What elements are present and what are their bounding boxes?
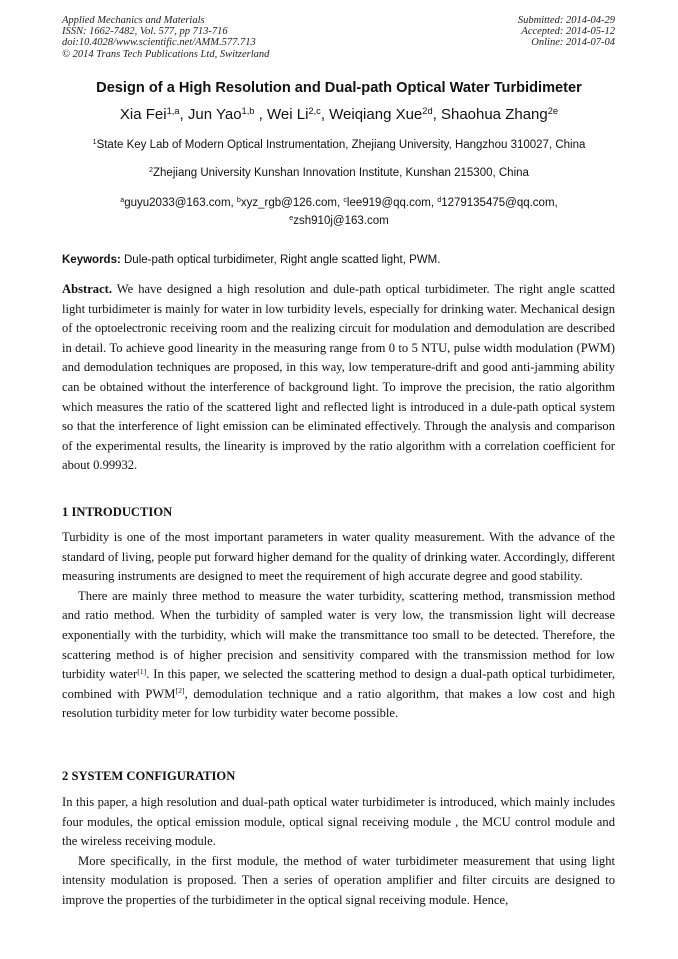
system-paragraph-2: More specifically, in the first module, the method of water turbidimeter measurement that using light intensity modulation is proposed. Then a series of operation amplifier and filter circuits are designed to improve the properties of the turbidimeter in the optical signal receiving module. Hence, xyxy=(62,853,615,907)
author-list: Xia Fei$^{1,a}$, Jun Yao$^{1,b}$ , Wei Li$^{2,c}$, Weiqiang Xue$^{2d}$, Shaohua Zhang$^{2e}$ xyxy=(119,105,559,123)
author-name: Wei Li xyxy=(267,106,309,123)
intro-text: There are mainly three method to measure the water turbidity, scattering method, transmission method and ratio method. When the turbidity of sampled water is very low, the transmission light will decrease exponentially with the turbidity, which will make the transmittance too small to be detected. Therefore, the scattering method is of higher precision and sensitivity compared with the transmission method for low turbidity water xyxy=(62,588,615,682)
email-sup: c xyxy=(343,196,347,205)
issn-line: ISSN: 1662-7482, Vol. 577, pp 713-716 xyxy=(62,26,228,38)
keywords-label: Keywords: xyxy=(62,254,121,266)
author-sup: 1,b xyxy=(241,105,255,116)
email-sup: b xyxy=(236,196,241,205)
citation-ref[interactable]: [2] xyxy=(175,686,185,696)
author-sup: 2d xyxy=(422,105,433,116)
author-sup: 1,a xyxy=(166,105,180,116)
affiliation-sup: 2 xyxy=(149,166,154,175)
email-link[interactable]: lee919@qq.com xyxy=(346,197,431,209)
author-name: Xia Fei xyxy=(119,106,167,123)
system-configuration-body xyxy=(62,793,615,911)
copyright-line: © 2014 Trans Tech Publications Ltd, Switzerland xyxy=(62,48,270,60)
abstract-block xyxy=(62,280,615,476)
author-sup: 2,c xyxy=(308,105,321,116)
email-sup: e xyxy=(289,214,294,223)
abstract-label: Abstract. xyxy=(62,282,113,296)
affiliation-2 xyxy=(20,167,658,179)
email-link[interactable]: guyu2033@163.com xyxy=(124,197,231,209)
paper-title: Design of a High Resolution and Dual-path Optical Water Turbidimeter xyxy=(96,80,582,96)
submitted-date: Submitted: 2014-04-29 xyxy=(517,15,615,26)
introduction-body xyxy=(62,528,615,724)
email-line-2 xyxy=(20,215,658,227)
email-link[interactable]: zsh910j@163.com xyxy=(293,215,389,227)
affiliation-1 xyxy=(20,139,658,151)
email-sup: d xyxy=(437,196,442,205)
affiliation-text: State Key Lab of Modern Optical Instrumentation, Zhejiang University, Hangzhou 310027, China xyxy=(96,139,586,151)
keywords-text: Dule-path optical turbidimeter, Right angle scatted light, PWM. xyxy=(124,254,441,266)
email-line-1: $^a$guyu2033@163.com, $^b$xyz_rgb@126.com, $^c$lee919@qq.com, $^d$1279135475@qq.com, xyxy=(120,196,558,209)
author-name: Jun Yao xyxy=(187,106,242,123)
accepted-date: Accepted: 2014-05-12 xyxy=(521,26,615,38)
journal-info xyxy=(62,15,269,60)
author-name: Weiqiang Xue xyxy=(329,106,423,123)
intro-text: , demodulation technique and a ratio algorithm, that makes a low cost and high resolution turbidity meter for low turbidity water become possible. xyxy=(62,686,615,721)
email-link[interactable]: xyz_rgb@126.com xyxy=(240,197,337,209)
author-name: Shaohua Zhang xyxy=(440,106,548,123)
affiliation-sup: 1 xyxy=(92,138,97,147)
citation-ref[interactable]: [1] xyxy=(137,666,147,676)
section-heading-introduction: 1 INTRODUCTION xyxy=(62,505,173,519)
intro-paragraph-1: Turbidity is one of the most important parameters in water quality measurement. With the advance of the standard of living, people put forward higher demand for the quality of drinking water. Accordingly, different measuring instruments are designed to meet the requirement of high accurate degree and good stability. xyxy=(62,530,615,584)
system-paragraph-1: In this paper, a high resolution and dual-path optical water turbidimeter is introduced, which mainly includes four modules, the optical emission module, optical signal receiving module , the MCU control module and the wireless receiving module. xyxy=(62,795,615,849)
affiliation-text: Zhejiang University Kunshan Innovation Institute, Kunshan 215300, China xyxy=(153,167,529,179)
author-sup: 2e xyxy=(547,105,559,116)
section-heading-system-configuration: 2 SYSTEM CONFIGURATION xyxy=(62,769,236,783)
publication-dates xyxy=(518,15,615,49)
intro-paragraph-2 xyxy=(62,587,615,724)
keywords-line xyxy=(62,254,440,266)
abstract-text: We have designed a high resolution and dule-path optical turbidimeter. The right angle scatted light turbidimeter is mainly for water in low turbidity levels, especially for drinking water. Mechanical design of the optoelectronic receiving room and the realizing circuit for modulation and demodulation are described in detail. To achieve good linearity in the measuring range from 0 to 5 NTU, pulse width modulation (PWM) and demodulation techniques are proposed, in this way, low temperature-drift and good anti-jamming ability can be obtained without the interference of background light. To improve the precision, the ratio algorithm which measures the ratio of the scattered light and reflected light is introduced in a dule-path optical system so that the interference of light emission can be eliminated effectively. Through the analysis and comparison of the experimental results, the linearity is improved by the ratio algorithm with a correlation coefficient for about 0.99932. xyxy=(62,282,616,473)
intro-text: . In this paper, we selected the scattering method to design a dual-path optical turbidimeter, combined with PWM xyxy=(62,667,615,701)
doi-line[interactable]: doi:10.4028/www.scientific.net/AMM.577.713 xyxy=(62,37,256,49)
email-sup: a xyxy=(120,196,125,205)
email-link[interactable]: 1279135475@qq.com xyxy=(441,197,555,209)
online-date: Online: 2014-07-04 xyxy=(531,37,615,49)
journal-name: Applied Mechanics and Materials xyxy=(62,15,205,26)
